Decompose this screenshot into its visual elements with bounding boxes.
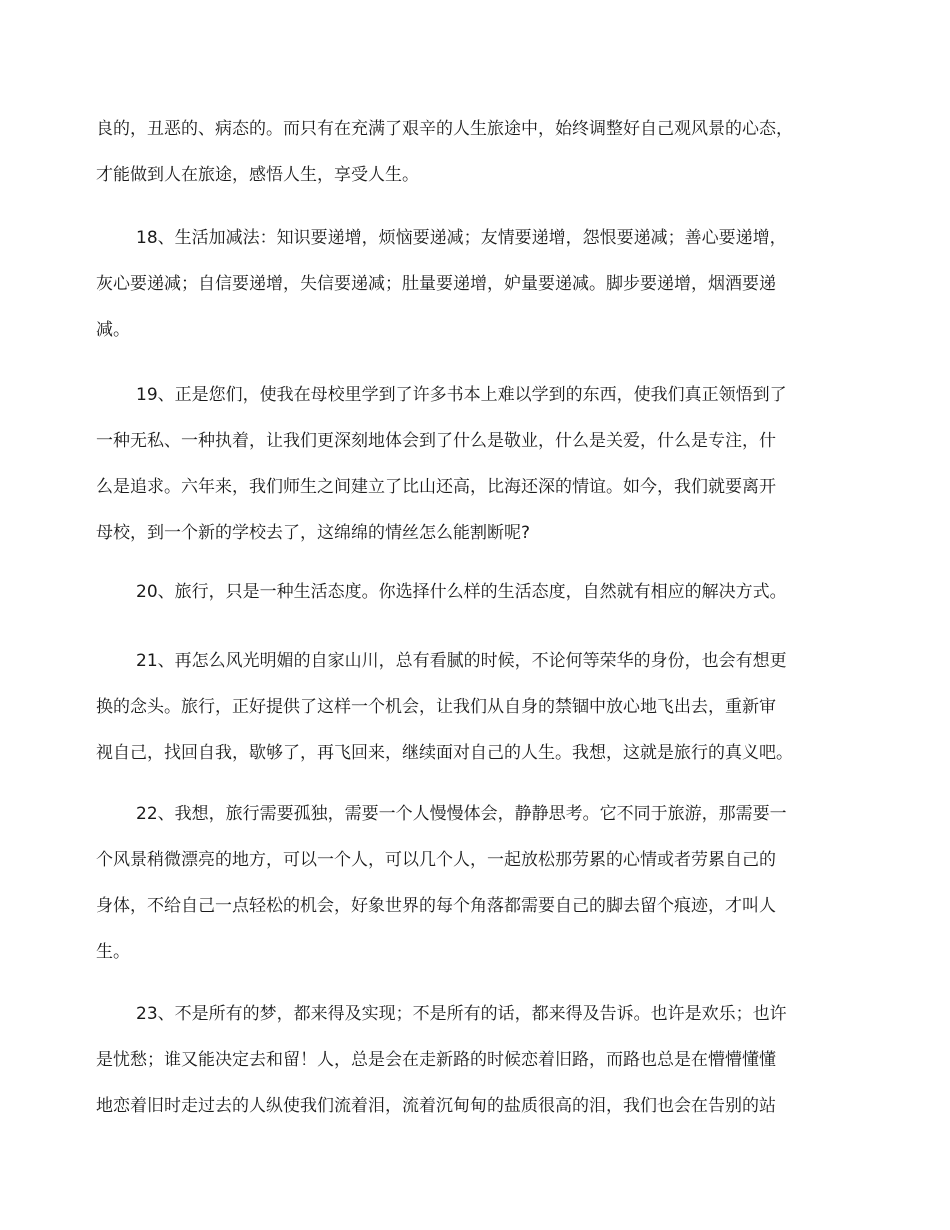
text-line: 23、不是所有的梦，都来得及实现；不是所有的话，都来得及告诉。也许是欢乐；也许 bbox=[136, 1004, 787, 1024]
text-line: 20、旅行，只是一种生活态度。你选择什么样的生活态度，自然就有相应的解决方式。 bbox=[136, 582, 787, 602]
text-line: 个风景稍微漂亮的地方，可以一个人，可以几个人，一起放松那劳累的心情或者劳累自己的 bbox=[96, 850, 776, 870]
text-line: 母校，到一个新的学校去了，这绵绵的情丝怎么能割断呢? bbox=[96, 523, 531, 543]
text-line: 是忧愁；谁又能决定去和留！人，总是会在走新路的时候恋着旧路，而路也总是在懵懵懂懂 bbox=[96, 1050, 776, 1070]
text-line: 一种无私、一种执着，让我们更深刻地体会到了什么是敬业，什么是关爱，什么是专注，什 bbox=[96, 431, 776, 451]
text-line: 视自己，找回自我，歇够了，再飞回来，继续面对自己的人生。我想，这就是旅行的真义吧。 bbox=[96, 743, 793, 763]
text-line: 良的，丑恶的、病态的。而只有在充满了艰辛的人生旅途中，始终调整好自己观风景的心态， bbox=[96, 119, 793, 139]
text-line: 地恋着旧时走过去的人纵使我们流着泪，流着沉甸甸的盐质很高的泪，我们也会在告别的站 bbox=[96, 1096, 776, 1116]
text-line: 么是追求。六年来，我们师生之间建立了比山还高，比海还深的情谊。如今，我们就要离开 bbox=[96, 477, 776, 497]
text-line: 身体，不给自己一点轻松的机会，好象世界的每个角落都需要自己的脚去留个痕迹，才叫人 bbox=[96, 896, 776, 916]
text-line: 才能做到人在旅途，感悟人生，享受人生。 bbox=[96, 165, 419, 185]
text-line: 18、生活加减法：知识要递增，烦恼要递减；友情要递增，怨恨要递减；善心要递增， bbox=[136, 228, 787, 248]
text-line: 灰心要递减；自信要递增，失信要递减；肚量要递增，妒量要递减。脚步要递增，烟酒要递 bbox=[96, 274, 776, 294]
text-line: 生。 bbox=[96, 942, 130, 962]
text-line: 19、正是您们，使我在母校里学到了许多书本上难以学到的东西，使我们真正领悟到了 bbox=[136, 385, 787, 405]
text-line: 21、再怎么风光明媚的自家山川，总有看腻的时候，不论何等荣华的身份，也会有想更 bbox=[136, 651, 787, 671]
text-line: 换的念头。旅行，正好提供了这样一个机会，让我们从自身的禁锢中放心地飞出去，重新审 bbox=[96, 697, 776, 717]
text-line: 22、我想，旅行需要孤独，需要一个人慢慢体会，静静思考。它不同于旅游，那需要一 bbox=[136, 804, 787, 824]
text-line: 减。 bbox=[96, 320, 130, 340]
